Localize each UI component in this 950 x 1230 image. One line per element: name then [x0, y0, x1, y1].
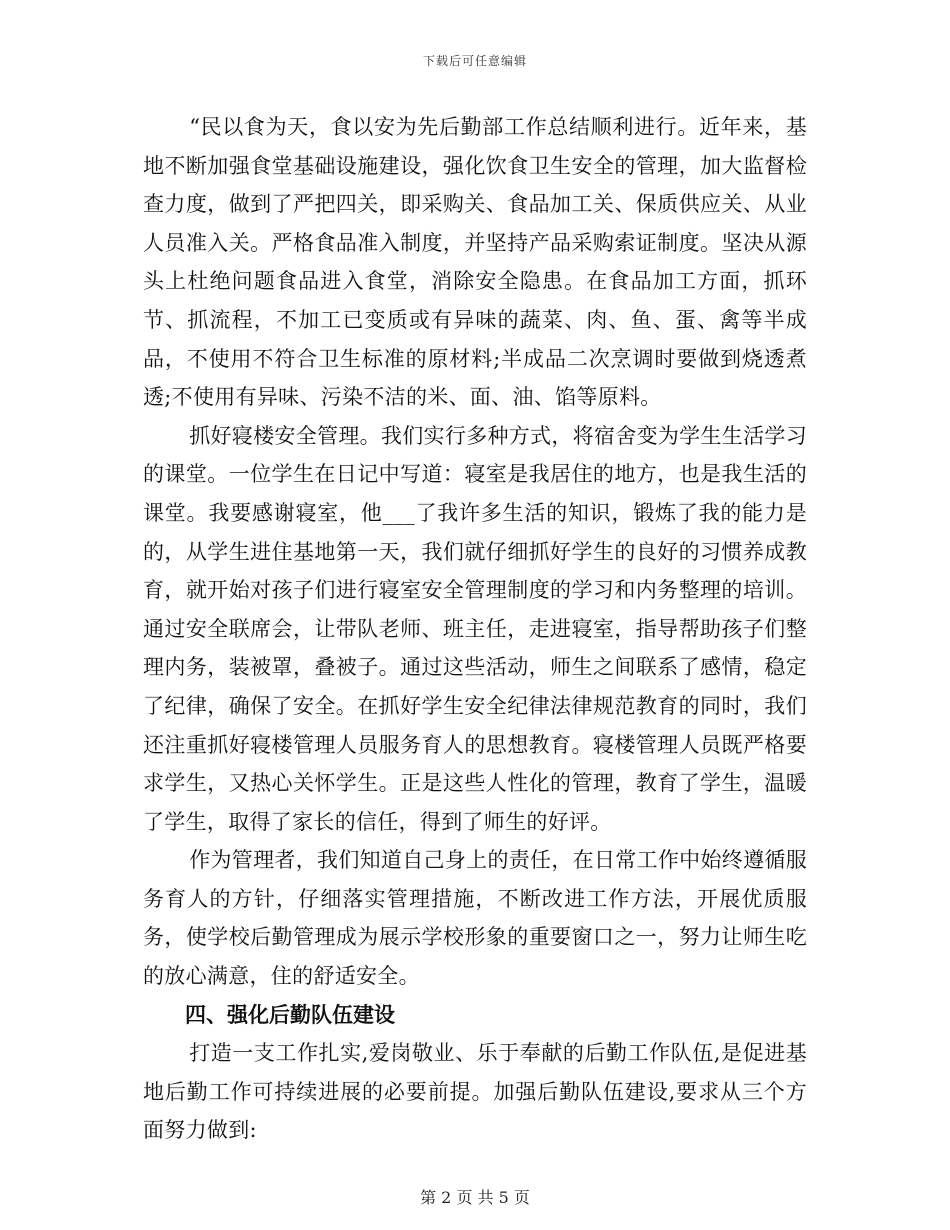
page-number: 第 2 页 共 5 页 — [420, 1188, 530, 1207]
section-heading: 四、强化后勤队伍建设 — [185, 1002, 395, 1027]
paragraph-team-building: 打造一支工作扎实,爱岗敬业、乐于奉献的后勤工作队伍,是促进基地后勤工作可持续进展的必要前提。加强后勤队伍建设,要求从三个方面努力做到: — [143, 1041, 807, 1143]
paragraph-dormitory-safety: 抓好寝楼安全管理。我们实行多种方式，将宿舍变为学生生活学习的课堂。一位学生在日记中写道：寝室是我居住的地方，也是我生活的课堂。我要感谢寝室，他___了我许多生活的知识，锻炼了我的能力是的，从学生进住基地第一天，我们就仔细抓好学生的良好的习惯养成教育，就开始对孩子们进行寝室安全管理制度的学习和内务整理的培训。通过安全联席会，让带队老师、班主任，走进寝室，指导帮助孩子们整理内务，装被罩，叠被子。通过这些活动，师生之间联系了感情，稳定了纪律，确保了安全。在抓好学生安全纪律法律规范教育的同时，我们还注重抓好寝楼管理人员服务育人的思想教育。寝楼管理人员既严格要求学生，又热心关怀学生。正是这些人性化的管理，教育了学生，温暖了学生，取得了家长的信任，得到了师生的好评。 — [143, 423, 807, 834]
document-body — [143, 108, 807, 1150]
paragraph-food-safety: “民以食为天，食以安为先后勤部工作总结顺利进行。近年来，基地不断加强食堂基础设施建设，强化饮食卫生安全的管理，加大监督检查力度，做到了严把四关，即采购关、食品加工关、保质供应关、从业人员准入关。严格食品准入制度，并坚持产品采购索证制度。坚决从源头上杜绝问题食品进入食堂，消除安全隐患。在食品加工方面，抓环节、抓流程，不加工已变质或有异味的蔬菜、肉、鱼、蛋、禽等半成品，不使用不符合卫生标准的原材料;半成品二次烹调时要做到烧透煮透;不使用有异味、污染不洁的米、面、油、馅等原料。 — [143, 115, 807, 410]
page-header: 下载后可任意编辑 — [422, 54, 527, 68]
paragraph-management-responsibility: 作为管理者，我们知道自己身上的责任，在日常工作中始终遵循服务育人的方针，仔细落实管理措施，不断改进工作方法，开展优质服务，使学校后勤管理成为展示学校形象的重要窗口之一，努力让师生吃的放心满意，住的舒适安全。 — [143, 848, 807, 989]
